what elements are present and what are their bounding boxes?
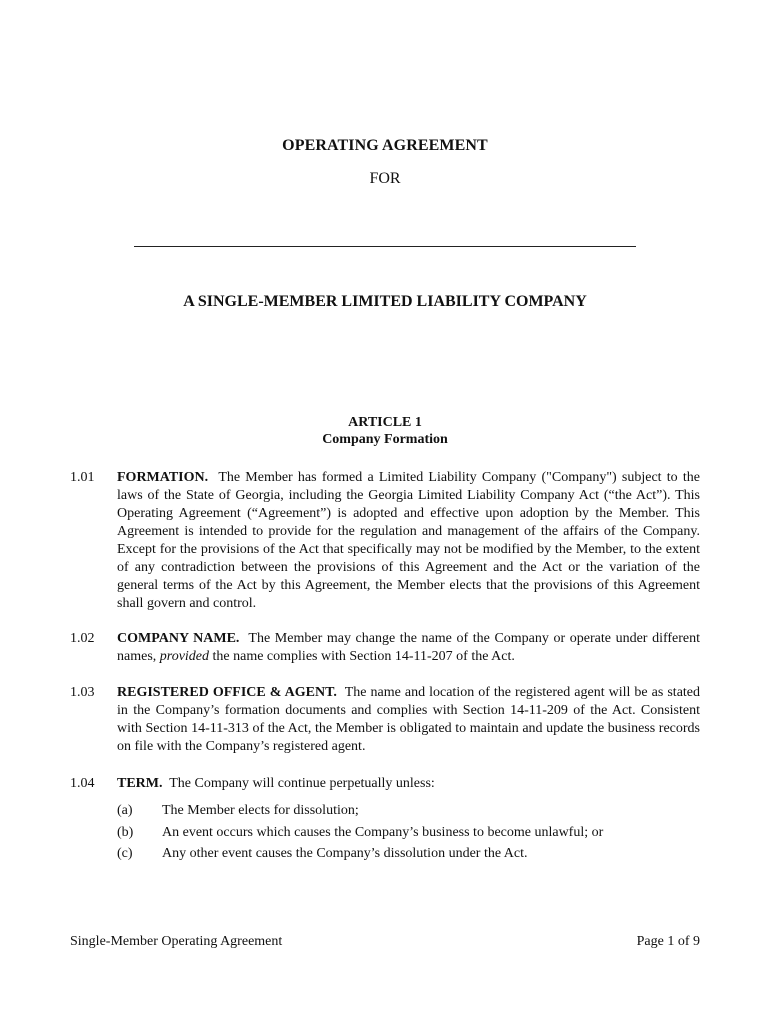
section-text-continued: the name complies with Section 14-11-207 of the Act. xyxy=(212,649,515,664)
article-name: Company Formation xyxy=(322,432,448,447)
section-text: The name and location of the registered agent will be as stated in the Company’s formation documents and complies with Section 14-11-209 of the Act. Consistent with Section 14-11-313 of the Act, the Member is obligated to maintain and update the business records on file with the Company’s registered agent. xyxy=(117,685,701,754)
list-item-label: (b) xyxy=(117,825,134,840)
list-item-label: (c) xyxy=(117,846,133,861)
list-item-text: An event occurs which causes the Company’s business to become unlawful; or xyxy=(162,825,604,840)
section-number: 1.02 xyxy=(70,631,95,646)
document-for-label: FOR xyxy=(369,170,401,187)
section-body xyxy=(117,775,700,793)
article-number: ARTICLE 1 xyxy=(348,415,422,430)
section-text: The Member has formed a Limited Liability Company ("Company") subject to the laws of the State of Georgia, including the Georgia Limited Liability Company Act (“the Act”). This Operating Agreement (“Agreement”) is adopted and effective upon adoption by the Member. This Agreement is intended to provide for the regulation and management of the affairs of the Company. Except for the provisions of the Act that specifically may not be modified by the Member, to the extent of any contradiction between the provisions of this Agreement and the Act or the variation of the general terms of the Act by this Agreement, the Member elects that the provisions of this Agreement shall govern and control. xyxy=(117,470,700,611)
section-body xyxy=(117,630,700,666)
section-number: 1.03 xyxy=(70,685,95,700)
footer-page-number: Page 1 of 9 xyxy=(636,934,700,949)
company-name-blank-line xyxy=(134,246,636,247)
section-heading: COMPANY NAME. xyxy=(117,631,240,646)
section-number: 1.04 xyxy=(70,776,95,791)
section-emphasis: provided xyxy=(159,649,210,664)
footer-document-name: Single-Member Operating Agreement xyxy=(70,934,283,949)
document-title: OPERATING AGREEMENT xyxy=(282,137,488,154)
document-subtitle: A SINGLE-MEMBER LIMITED LIABILITY COMPANY xyxy=(183,293,587,310)
section-body xyxy=(117,469,700,613)
section-text: The Company will continue perpetually unless: xyxy=(169,776,435,791)
section-number: 1.01 xyxy=(70,470,95,485)
list-item-text: The Member elects for dissolution; xyxy=(162,803,359,818)
section-heading: REGISTERED OFFICE & AGENT. xyxy=(117,685,337,700)
list-item-label: (a) xyxy=(117,803,133,818)
list-item-text: Any other event causes the Company’s dissolution under the Act. xyxy=(162,846,528,861)
section-heading: FORMATION. xyxy=(117,470,209,485)
section-body xyxy=(117,684,700,756)
section-text: The Member may change the name of the Company or operate under different names, xyxy=(117,631,701,664)
section-heading: TERM. xyxy=(117,776,163,791)
